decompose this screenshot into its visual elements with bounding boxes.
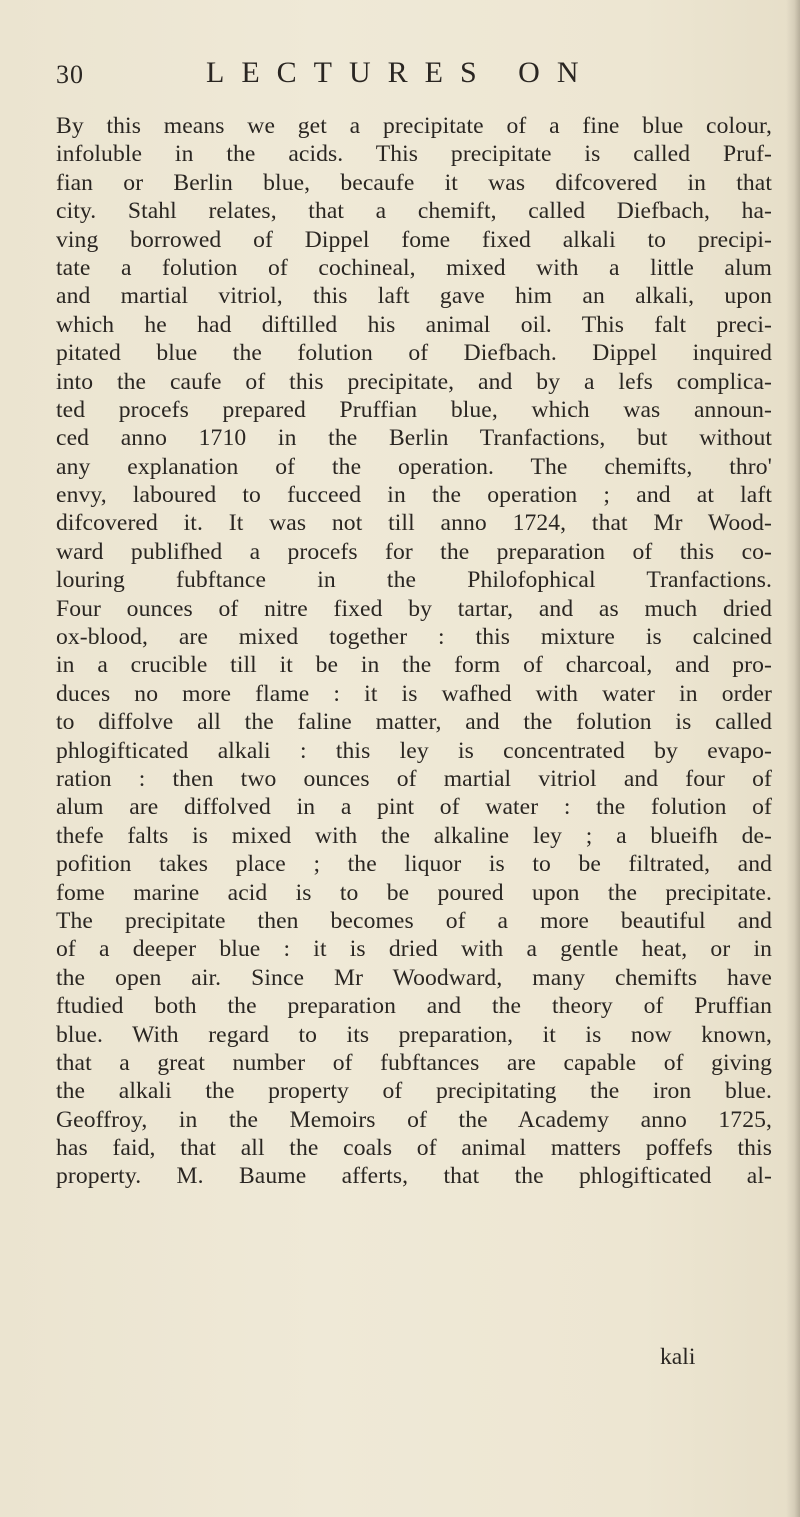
running-head bbox=[56, 56, 746, 100]
text-line: Geoffroy, in the Memoirs of the Academy anno 1725, bbox=[56, 1106, 772, 1133]
body-text bbox=[56, 112, 772, 1191]
text-line: difcovered it. It was not till anno 1724, that Mr Wood- bbox=[56, 510, 772, 537]
text-line: louring fubftance in the Philofophical Tranfactions. bbox=[56, 567, 772, 594]
text-line: ward publifhed a procefs for the preparation of this co- bbox=[56, 538, 772, 565]
text-line: which he had diftilled his animal oil. This falt preci- bbox=[56, 311, 772, 338]
text-line: thefe falts is mixed with the alkaline ley ; a blueifh de- bbox=[56, 822, 772, 849]
text-line: ted procefs prepared Pruffian blue, which was announ- bbox=[56, 396, 772, 423]
text-line: of a deeper blue : it is dried with a gentle heat, or in bbox=[56, 936, 772, 963]
text-line: property. M. Baume afferts, that the phlogifticated al- bbox=[56, 1163, 772, 1190]
text-line: tate a folution of cochineal, mixed with a little alum bbox=[56, 254, 772, 281]
text-line: ox-blood, are mixed together : this mixture is calcined bbox=[56, 624, 772, 651]
text-line: any explanation of the operation. The chemifts, thro' bbox=[56, 453, 772, 480]
text-line: envy, laboured to fucceed in the operation ; and at laft bbox=[56, 482, 772, 509]
text-line: alum are diffolved in a pint of water : the folution of bbox=[56, 794, 772, 821]
text-line: ration : then two ounces of martial vitriol and four of bbox=[56, 765, 772, 792]
text-line: phlogifticated alkali : this ley is concentrated by evapo- bbox=[56, 737, 772, 764]
text-line: to diffolve all the faline matter, and the folution is called bbox=[56, 709, 772, 736]
running-title: LECTURES ON bbox=[206, 56, 596, 89]
text-line: in a crucible till it be in the form of charcoal, and pro- bbox=[56, 652, 772, 679]
catchword: kali bbox=[660, 1344, 696, 1370]
text-line: blue. With regard to its preparation, it is now known, bbox=[56, 1021, 772, 1048]
text-line: pitated blue the folution of Diefbach. Dippel inquired bbox=[56, 340, 772, 367]
text-line: fian or Berlin blue, becaufe it was difcovered in that bbox=[56, 169, 772, 196]
text-line: ving borrowed of Dippel fome fixed alkali to precipi- bbox=[56, 226, 772, 253]
text-line: has faid, that all the coals of animal matters poffefs this bbox=[56, 1135, 772, 1162]
text-line: By this means we get a precipitate of a fine blue colour, bbox=[56, 113, 772, 139]
text-line: into the caufe of this precipitate, and by a lefs complica- bbox=[56, 368, 772, 395]
text-line: ced anno 1710 in the Berlin Tranfactions, but without bbox=[56, 425, 772, 452]
text-line: duces no more flame : it is wafhed with water in order bbox=[56, 680, 772, 707]
text-line: pofition takes place ; the liquor is to be filtrated, and bbox=[56, 851, 772, 878]
text-line: The precipitate then becomes of a more beautiful and bbox=[56, 907, 772, 934]
page-edge-shadow bbox=[786, 0, 800, 1517]
text-line: infoluble in the acids. This precipitate is called Pruf- bbox=[56, 141, 772, 168]
text-line: fome marine acid is to be poured upon the precipitate. bbox=[56, 879, 772, 906]
text-line: Four ounces of nitre fixed by tartar, and as much dried bbox=[56, 595, 772, 622]
text-line: ftudied both the preparation and the theory of Pruffian bbox=[56, 993, 772, 1020]
page-number: 30 bbox=[56, 60, 84, 89]
text-line: the alkali the property of precipitating the iron blue. bbox=[56, 1078, 772, 1105]
text-line: city. Stahl relates, that a chemift, called Diefbach, ha- bbox=[56, 198, 772, 225]
text-line: that a great number of fubftances are capable of giving bbox=[56, 1049, 772, 1076]
text-line: the open air. Since Mr Woodward, many chemifts have bbox=[56, 964, 772, 991]
text-line: and martial vitriol, this laft gave him an alkali, upon bbox=[56, 283, 772, 310]
